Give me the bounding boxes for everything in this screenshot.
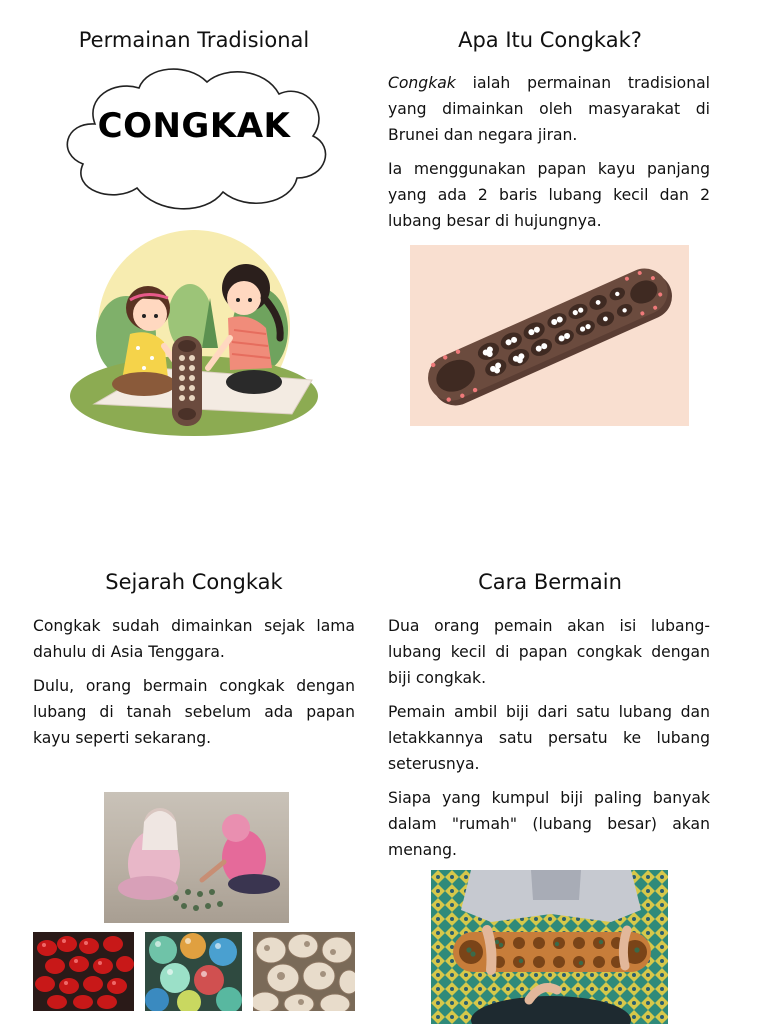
- paragraph: Congkak sudah dimainkan sejak lama dahulu di Asia Tenggara.: [33, 617, 355, 661]
- cloud-title: CONGKAK: [97, 106, 291, 146]
- section-heading-permainan: Permainan Tradisional: [78, 28, 310, 52]
- italic-term: Congkak: [388, 74, 456, 92]
- ground-play-photo: [104, 792, 289, 923]
- paragraph: Ia menggunakan papan kayu panjang yang ada 2 baris lubang kecil dan 2 lubang besar di hujungnya.: [388, 160, 710, 230]
- paragraph: Siapa yang kumpul biji paling banyak dalam "rumah" (lubang besar) akan menang.: [388, 789, 710, 859]
- paragraph-text: ialah permainan tradisional yang dimainkan oleh masyarakat di Brunei dan negara jiran.: [388, 74, 710, 144]
- marbles-photo: [145, 932, 242, 1011]
- paragraph: Pemain ambil biji dari satu lubang dan letakkannya satu persatu ke lubang seterusnya.: [388, 703, 710, 773]
- section-heading-apa-itu: Apa Itu Congkak?: [458, 28, 642, 52]
- paragraph: Dua orang pemain akan isi lubang-lubang kecil di papan congkak dengan biji congkak.: [388, 617, 710, 687]
- red-seeds-photo: [33, 932, 134, 1011]
- cloud-title-box: [55, 62, 333, 214]
- section-text-sejarah: [33, 613, 355, 759]
- section-text-apa-itu: [388, 70, 710, 242]
- section-text-cara-bermain: [388, 613, 710, 871]
- paragraph: Dulu, orang bermain congkak dengan lubang di tanah sebelum ada papan kayu seperti sekarang.: [33, 677, 355, 747]
- section-heading-sejarah: Sejarah Congkak: [105, 570, 283, 594]
- paragraph: [388, 70, 710, 148]
- shells-photo: [253, 932, 355, 1011]
- children-playing-illustration: [60, 218, 328, 440]
- wooden-board-photo: [431, 870, 668, 1024]
- section-heading-cara-bermain: Cara Bermain: [478, 570, 622, 594]
- congkak-board-illustration: [410, 245, 689, 426]
